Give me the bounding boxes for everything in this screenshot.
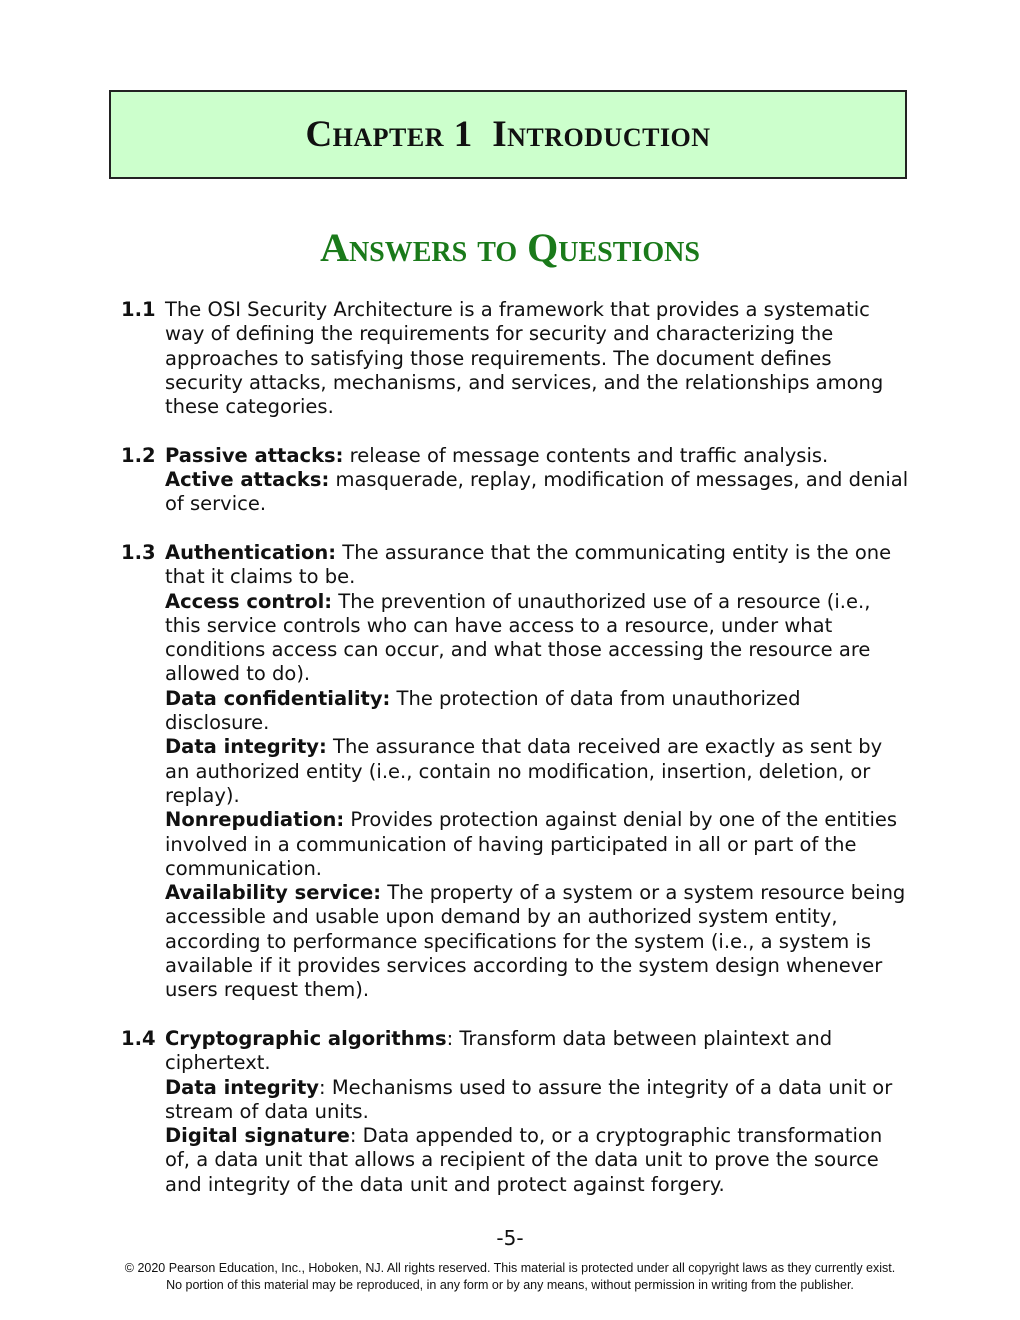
- answer-item: [121, 541, 911, 1003]
- answer-number: 1.2: [121, 443, 156, 467]
- answer-text: Transform data between plaintext and ciphertext.: [165, 1026, 833, 1075]
- answer-text: The prevention of unauthorized use of a resource (i.e., this service controls who can have access to a resource, under what conditions access can occur, and what those accessing the resource are allowed to do).: [165, 589, 871, 686]
- answer-item: [121, 298, 911, 419]
- answer-term: Authentication:: [165, 540, 337, 564]
- chapter-title-box: [109, 90, 907, 179]
- answer-number: 1.4: [121, 1026, 156, 1050]
- answer-entry: [165, 808, 911, 881]
- chapter-title: Chapter 1 Introduction: [305, 114, 711, 155]
- answer-term: Availability service:: [165, 881, 382, 905]
- answer-term: Data integrity: [165, 1075, 320, 1099]
- answer-entry: [165, 881, 911, 1002]
- copyright-line: No portion of this material may be reproduced, in any form or by any means, without permission in writing from the publisher.: [166, 1277, 854, 1292]
- section-title: Answers to Questions: [320, 225, 700, 270]
- copyright-notice: [0, 1260, 1020, 1293]
- answer-text: The protection of data from unauthorized disclosure.: [165, 686, 801, 735]
- answer-entry: [165, 444, 911, 468]
- answer-term: Active attacks:: [165, 468, 330, 492]
- answer-text: The assurance that data received are exactly as sent by an authorized entity (i.e., contain no modification, insertion, deletion, or replay).: [165, 735, 883, 807]
- answer-entry: [165, 687, 911, 736]
- answer-item: [121, 1027, 911, 1197]
- answers-list: [121, 298, 911, 1221]
- answer-term: Access control:: [165, 589, 333, 613]
- term-separator: :: [349, 1124, 363, 1148]
- answer-term: Data integrity:: [165, 735, 327, 759]
- answer-term: Nonrepudiation:: [165, 808, 345, 832]
- answer-number: 1.3: [121, 540, 156, 564]
- answer-entry: [165, 1124, 911, 1197]
- answer-body: [165, 298, 911, 419]
- term-separator: :: [319, 1075, 332, 1099]
- answer-text: release of message contents and traffic analysis.: [349, 443, 829, 467]
- term-separator: :: [446, 1026, 460, 1050]
- answer-text: masquerade, replay, modification of messages, and denial of service.: [165, 468, 909, 516]
- answer-entry: [165, 1027, 911, 1076]
- answer-text: Mechanisms used to assure the integrity of a data unit or stream of data units.: [165, 1075, 893, 1123]
- answer-text: Provides protection against denial by one of the entities involved in a communication of having participated in all or part of the communication.: [165, 808, 898, 880]
- answer-entry: [165, 735, 911, 808]
- answer-entry: [165, 541, 911, 590]
- answer-text: The property of a system or a system resource being accessible and usable upon demand by an authorized system entity, according to performance specifications for the system (i.e., a system is available if it provides services according to the system design whenever users request them).: [165, 881, 906, 1002]
- answer-term: Passive attacks:: [165, 443, 344, 467]
- answer-term: Cryptographic algorithms: [165, 1026, 447, 1050]
- answer-text: Data appended to, or a cryptographic transformation of, a data unit that allows a recipient of the data unit to prove the source and integrity of the data unit and protect against forgery.: [165, 1124, 883, 1196]
- answer-entry: [165, 1076, 911, 1125]
- answer-item: [121, 444, 911, 517]
- answer-text: The assurance that the communicating entity is the one that it claims to be.: [165, 540, 892, 589]
- answer-entry: [165, 590, 911, 687]
- answer-body: [165, 1027, 911, 1197]
- answer-entry: [165, 298, 911, 419]
- answer-body: [165, 541, 911, 1003]
- answer-term: Digital signature: [165, 1124, 350, 1148]
- answer-text: The OSI Security Architecture is a framework that provides a systematic way of defining the requirements for security and characterizing the approaches to satisfying those requirements. The document defines security attacks, mechanisms, and services, and the relationships among these categories.: [165, 298, 884, 419]
- page-number: -5-: [496, 1226, 524, 1250]
- answer-term: Data confidentiality:: [165, 686, 391, 710]
- answer-entry: [165, 468, 911, 517]
- copyright-line: © 2020 Pearson Education, Inc., Hoboken, NJ. All rights reserved. This material is protected under all copyright laws as they currently exist.: [124, 1261, 896, 1275]
- answer-number: 1.1: [121, 298, 156, 321]
- answer-body: [165, 444, 911, 517]
